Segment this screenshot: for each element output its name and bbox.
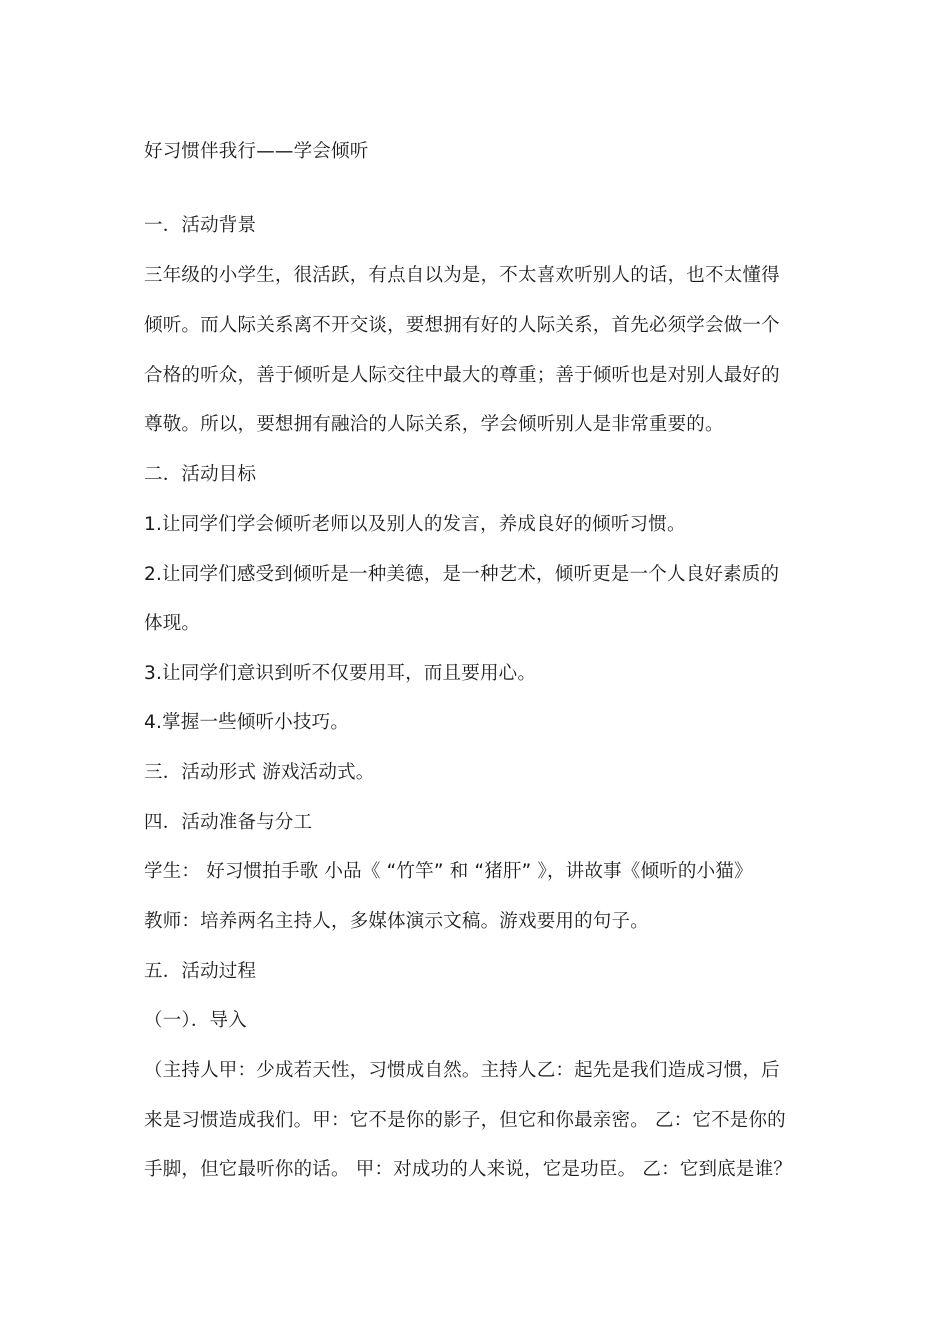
section-heading-format: 三．活动形式 游戏活动式。 — [144, 762, 375, 783]
section-heading-process: 五．活动过程 — [144, 961, 257, 982]
paragraph-line: 手脚，但它最听你的话。 甲：对成功的人来说，它是功臣。 乙：它到底是谁？ — [144, 1159, 792, 1180]
paragraph-line: 合格的听众，善于倾听是人际交往中最大的尊重；善于倾听也是对别人最好的 — [144, 365, 780, 386]
preparation-students: 学生： 好习惯拍手歌 小品《 “竹竿” 和 “猪肝” 》，讲故事《倾听的小猫》 — [144, 861, 753, 882]
section-heading-goals: 二．活动目标 — [144, 464, 257, 485]
goal-item-1: 1.让同学们学会倾听老师以及别人的发言，养成良好的倾听习惯。 — [144, 514, 686, 535]
paragraph-line: 三年级的小学生，很活跃，有点自以为是，不太喜欢听别人的话，也不太懂得 — [144, 265, 780, 286]
section-heading-preparation: 四．活动准备与分工 — [144, 812, 313, 833]
subsection-heading-intro: （一）．导入 — [144, 1010, 247, 1031]
goal-item-2-continued: 体现。 — [144, 613, 201, 634]
document-title: 好习惯伴我行——学会倾听 — [144, 141, 369, 162]
paragraph-line: 倾听。而人际关系离不开交谈，要想拥有好的人际关系，首先必须学会做一个 — [144, 315, 780, 336]
goal-item-2: 2.让同学们感受到倾听是一种美德，是一种艺术，倾听更是一个人良好素质的 — [144, 564, 780, 585]
goal-item-3: 3.让同学们意识到听不仅要用耳，而且要用心。 — [144, 663, 537, 684]
paragraph-line: 尊敬。所以，要想拥有融洽的人际关系，学会倾听别人是非常重要的。 — [144, 414, 724, 435]
paragraph-line: 来是习惯造成我们。甲：它不是你的影子，但它和你最亲密。 乙：它不是你的 — [144, 1110, 786, 1131]
paragraph-line: （主持人甲：少成若天性，习惯成自然。主持人乙：起先是我们造成习惯，后 — [144, 1060, 780, 1081]
preparation-teacher: 教师：培养两名主持人，多媒体演示文稿。游戏要用的句子。 — [144, 911, 649, 932]
goal-item-4: 4.掌握一些倾听小技巧。 — [144, 712, 350, 733]
section-heading-background: 一．活动背景 — [144, 215, 257, 236]
